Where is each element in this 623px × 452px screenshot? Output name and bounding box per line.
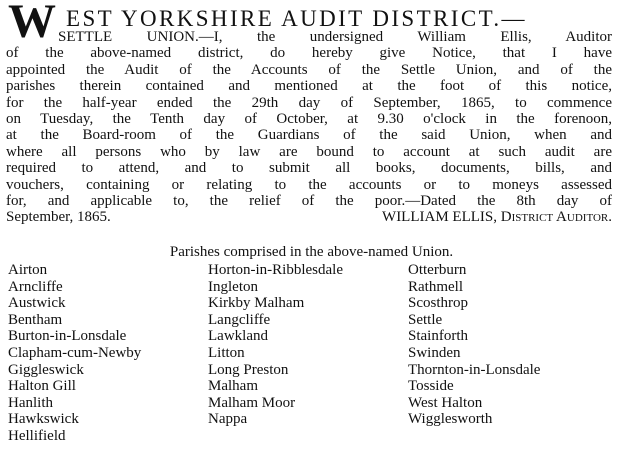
parish-name: Settle [408,311,443,328]
headline-drop-cap: W [8,0,56,48]
parish-name: Halton Gill [8,378,76,395]
parish-name: Bentham [8,311,63,328]
parish-name: Giggleswick [8,361,84,378]
body-line: vouchers, containing or relating to the accounts or to moneys assessed [6,176,612,193]
body-line: at the Board-room of the Guardians of the said Union, when and [6,127,612,144]
parish-list [0,262,623,452]
parish-column-2 [208,262,343,428]
parish-name: Arncliffe [8,278,63,295]
parish-name: Stainforth [408,328,468,345]
auditor-signature: WILLIAM ELLIS, District Auditor. [382,209,612,226]
parish-name: Ingleton [208,278,258,295]
parish-name: Hanlith [8,394,53,411]
body-line: for the half-year ended the 29th day of September, 1865, to commence [6,94,612,111]
parishes-heading: Parishes comprised in the above-named Union. [169,244,454,260]
parish-name: Tosside [408,378,454,395]
parish-name: West Halton [408,394,483,411]
parish-column-3 [408,262,540,428]
parish-name: Kirkby Malham [208,295,305,312]
parish-name: Wigglesworth [408,411,493,428]
parish-name: Rathmell [408,278,463,295]
parish-name: Malham Moor [208,394,296,411]
notice-body [6,29,612,226]
parish-name: Hellifield [8,427,66,444]
parish-name: Nappa [208,411,248,428]
parish-name: Long Preston [208,361,289,378]
parish-name: Langcliffe [208,311,271,328]
body-line: required to attend, and to submit all books, documents, bills, and [6,160,612,177]
parish-name: Airton [8,262,48,278]
headline-title: EST YORKSHIRE AUDIT DISTRICT.— [66,6,527,31]
parish-name: Austwick [8,295,66,312]
notice-date: September, 1865. [6,209,111,226]
parish-name: Scosthrop [408,295,468,312]
notice-closing-line [6,209,612,225]
parish-name: Litton [208,344,245,361]
audit-notice [6,2,612,226]
parish-name: Thornton-in-Lonsdale [408,361,541,378]
parish-name: Swinden [408,344,461,361]
body-line: parishes therein contained and mentioned at the foot of this notice, [6,78,612,95]
body-line: of the above-named district, do hereby give Notice, that I have [6,45,612,62]
body-line: SETTLE UNION.—I, the undersigned William Ellis, Auditor [58,29,612,45]
parish-name: Clapham-cum-Newby [8,344,142,361]
parish-name: Horton-in-Ribblesdale [208,262,343,278]
parish-name: Lawkland [208,328,268,345]
parish-name: Otterburn [408,262,467,278]
body-line: where all persons who by law are bound to account at such audit are [6,143,612,160]
parish-name: Hawkswick [8,411,79,428]
parish-column-1 [8,262,141,445]
body-line: for, and applicable to, the relief of the poor.—Dated the 8th day of [6,193,612,210]
parish-name: Burton-in-Lonsdale [8,328,127,345]
parish-name: Malham [208,378,258,395]
body-line: appointed the Audit of the Accounts of the Settle Union, and of the [6,61,612,78]
body-line: on Tuesday, the Tenth day of October, at 9.30 o'clock in the forenoon, [6,111,612,128]
